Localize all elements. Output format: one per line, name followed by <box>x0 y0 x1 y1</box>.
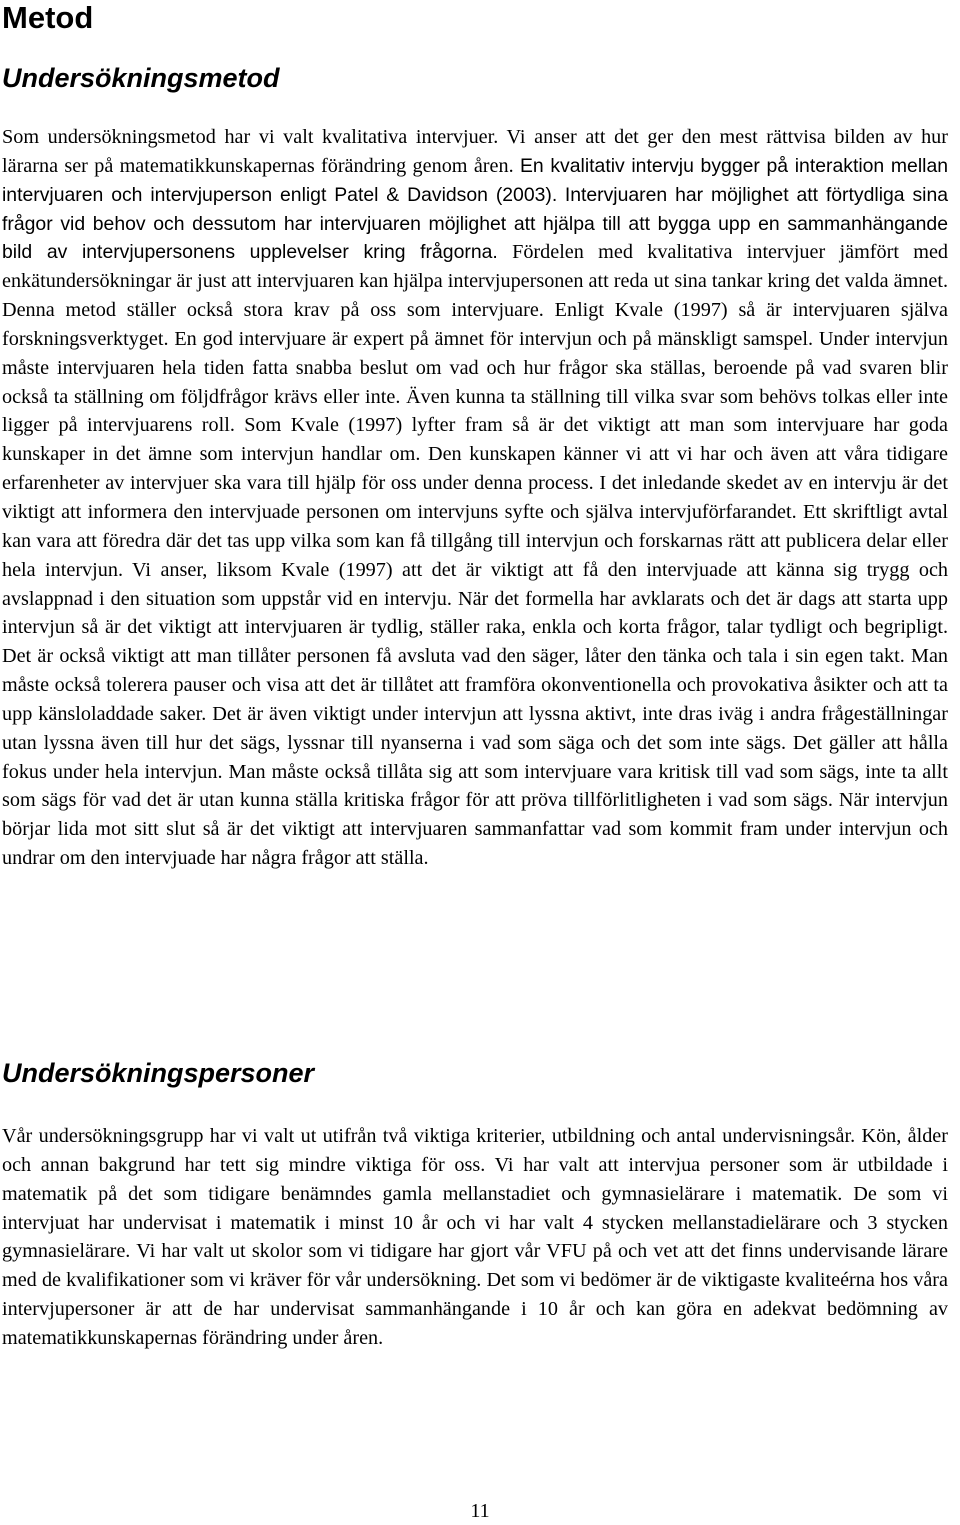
paragraph-method-body: Fördelen med kvalitativa intervjuer jämfört med enkätundersökningar är just att intervjuaren kan hjälpa intervjupersonen att reda ut sina tankar kring det valda ämnet. Denna metod ställer också stora krav på oss som intervjuare. Enligt Kvale (1997) så är intervjuaren själva forskningsverktyget. En god intervjuare är expert på ämnet för intervjun och på mänskligt samspel. Under intervjun måste intervjuaren hela tiden fatta snabba beslut om vad och hur frågor ska ställas, beroende på vad svaren blir också ta ställning om följdfrågor krävs eller inte. Även kunna ta ställning till vilka svar som behövs tolkas eller inte ligger på intervjuarens roll. Som Kvale (1997) lyfter fram så är det viktigt att man som intervjuare har goda kunskaper in det ämne som intervjun handlar om. Den kunskapen känner vi att vi har och även att våra tidigare erfarenheter av intervjuer ska vara till hjälp för oss under denna process. I det inledande skedet av en intervju är det viktigt att informera den intervjuade personen om intervjuns syfte och själva intervjuförfarandet. Ett skriftligt avtal kan vara att föredra där det tas upp vilka som kan få tillgång till intervjun och forskarnas rätt att publicera delar eller hela intervjun. Vi anser, liksom Kvale (1997) att det är viktigt att få den intervjuade att känna sig trygg och avslappnad i den situation som uppstår vid en intervju. När det formella har avklarats och det är dags att starta upp intervjun så är det viktigt att intervjuaren är tydlig, ställer raka, enkla och korta frågor, talar tydligt och begripligt. Det är också viktigt att man tillåter personen få avsluta vad den säger, låter den tänka och tala i sin egen takt. Man måste också tolerera pauser och visa att det är tillåtet att framföra okonventionella och provokativa åsikter och att ta upp känsloladdade saker. Det är även viktigt under intervjun att lyssna aktivt, inte dras iväg i andra frågeställningar utan lyssna även till hur det sägs, lyssnar till nyanserna i vad som säga och det som inte sägs. Det gäller att hålla fokus under hela intervjun. Man måste också tillåta sig att som intervjuare vara kritisk till vad som sägs, inte ta allt som sägs för vad det är utan kunna ställa kritiska frågor för att pröva tillförlitligheten i vad som sägs. När intervjun börjar lida mot sitt slut så är det viktigt att intervjuaren sammanfattar vad som kommit fram under intervjun och undrar om den intervjuade har några frågor att ställa. <box>2 241 948 870</box>
paragraph-method-intro-sans-2: Intervjuaren har möjlighet att förtydliga sina frågor vid behov och dessutom har intervjuaren möjlighet att hjälpa till att bygga upp en sammanhängande bild av intervjupersonens upplevelser kring frågorna. <box>2 183 949 264</box>
paragraph-method-intro-sans: En kvalitativ intervju bygger på interaktion mellan intervjuaren och intervjuperson enligt Patel & Davidson (2003). <box>2 154 949 206</box>
section-heading-persons: Undersökningspersoner <box>2 1058 315 1088</box>
paragraph-persons: Vår undersökningsgrupp har vi valt ut utifrån två viktiga kriterier, utbildning och antal undervisningsår. Kön, ålder och annan bakgrund har tett sig mindre viktiga för oss. Vi har valt att intervjua personer som är utbildade i matematik på det som tidigare benämndes gamla mellanstadiet och gymnasielärare i matematik. De som vi intervjuat har undervisat i matematik i minst 10 år och vi har valt 4 stycken mellanstadielärare och 3 stycken gymnasielärare. Vi har valt ut skolor som vi tidigare har gjort vår VFU på och vet att det finns undervisande lärare med de kvalifikationer som vi kräver för vår undersökning. Det som vi bedömer är de viktigaste kvaliteérna hos våra intervjupersoner är att de har undervisat sammanhängande i 10 år och kan göra en adekvat bedömning av matematikkunskapernas förändring under åren. <box>2 1125 948 1349</box>
section-heading-method: Undersökningsmetod <box>2 63 280 93</box>
paragraph-method-intro: Som undersökningsmetod har vi valt kvalitativa intervjuer. Vi anser att det ger den mest rättvisa bilden av hur lärarna ser på matematikkunskapernas förändring genom åren. <box>2 126 948 177</box>
chapter-heading: Metod <box>2 0 94 35</box>
page-number: 11 <box>470 1500 490 1522</box>
paragraph-method <box>2 123 948 873</box>
